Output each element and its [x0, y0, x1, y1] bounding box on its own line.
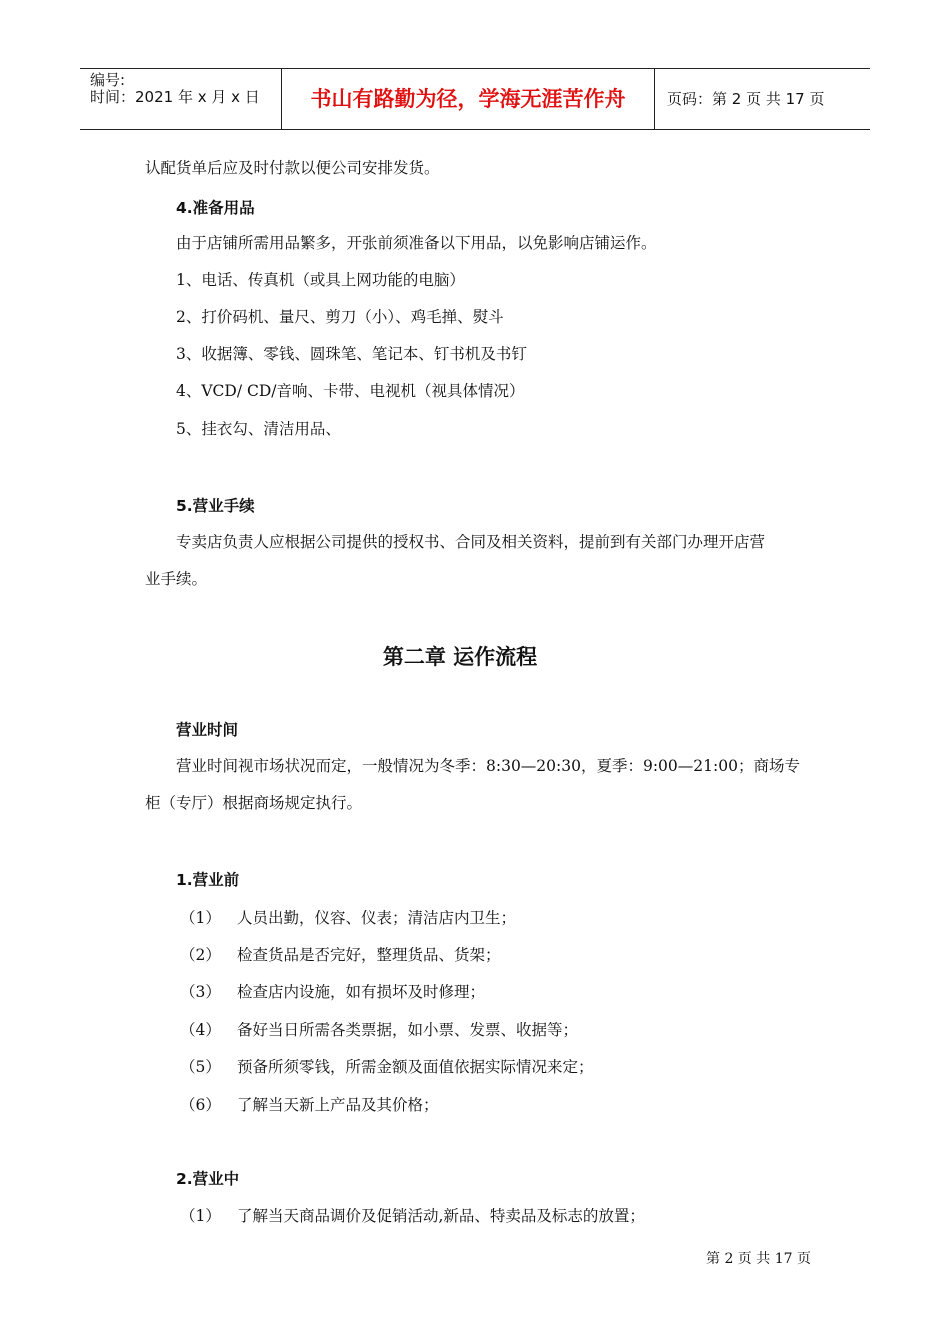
- list-item-text: 了解当天商品调价及促销活动,新品、特卖品及标志的放置；: [237, 1207, 645, 1225]
- chapter-title: 第二章 运作流程: [382, 645, 538, 669]
- supply-item: 5、挂衣勾、清洁用品、: [176, 420, 341, 438]
- section-5-title: 5.营业手续: [176, 497, 255, 515]
- supply-item: 4、VCD/ CD/音响、卡带、电视机（视具体情况）: [176, 382, 525, 400]
- list-item-number: （1）: [180, 1207, 221, 1225]
- list-item-text: 检查货品是否完好，整理货品、货架；: [237, 946, 501, 964]
- list-item-number: （6）: [180, 1096, 221, 1114]
- section-4-title: 4.准备用品: [176, 199, 255, 217]
- header-meta: [80, 69, 281, 129]
- list-item-text: 备好当日所需各类票据，如小票、发票、收据等；: [237, 1021, 579, 1039]
- list-item-number: （3）: [180, 983, 221, 1001]
- header-page-info: 页码：第 2 页 共 17 页: [667, 90, 825, 108]
- hours-title: 营业时间: [176, 721, 239, 739]
- hours-line-2: 柜（专厅）根据商场规定执行。: [145, 794, 363, 812]
- paragraph-continuation: 认配货单后应及时付款以便公司安排发货。: [145, 159, 440, 177]
- hours-line-1: 营业时间视市场状况而定，一般情况为冬季：8:30—20:30，夏季：9:00—21:00；商场专: [176, 757, 800, 775]
- section-4-intro: 由于店铺所需用品繁多，开张前须准备以下用品，以免影响店铺运作。: [176, 234, 657, 252]
- supply-item: 1、电话、传真机（或具上网功能的电脑）: [176, 271, 465, 289]
- list-item-number: （4）: [180, 1021, 221, 1039]
- list-item-text: 预备所须零钱，所需金额及面值依据实际情况来定；: [237, 1058, 594, 1076]
- supply-item: 3、收据簿、零钱、圆珠笔、笔记本、钉书机及书钉: [176, 345, 527, 363]
- section-5-line-1: 专卖店负责人应根据公司提供的授权书、合同及相关资料，提前到有关部门办理开店营: [176, 533, 766, 551]
- list-item-text: 人员出勤，仪容、仪表；清洁店内卫生；: [237, 909, 517, 927]
- section-5-line-2: 业手续。: [145, 570, 208, 588]
- header-motto: 书山有路勤为径，学海无涯苦作舟: [281, 69, 655, 129]
- header-time: 时间：2021 年 x 月 x 日: [90, 88, 260, 106]
- list-item-text: 检查店内设施，如有损坏及时修理；: [237, 983, 486, 1001]
- list-item-number: （5）: [180, 1058, 221, 1076]
- list-item-text: 了解当天新上产品及其价格；: [237, 1096, 439, 1114]
- header-number: 编号:: [90, 71, 126, 89]
- supply-item: 2、打价码机、量尺、剪刀（小）、鸡毛掸、熨斗: [176, 308, 504, 326]
- page-header: [80, 68, 870, 130]
- list-item-number: （1）: [180, 909, 221, 927]
- before-business-title: 1.营业前: [176, 871, 240, 889]
- during-business-title: 2.营业中: [176, 1170, 240, 1188]
- page-footer: 第 2 页 共 17 页: [706, 1251, 811, 1267]
- list-item-number: （2）: [180, 946, 221, 964]
